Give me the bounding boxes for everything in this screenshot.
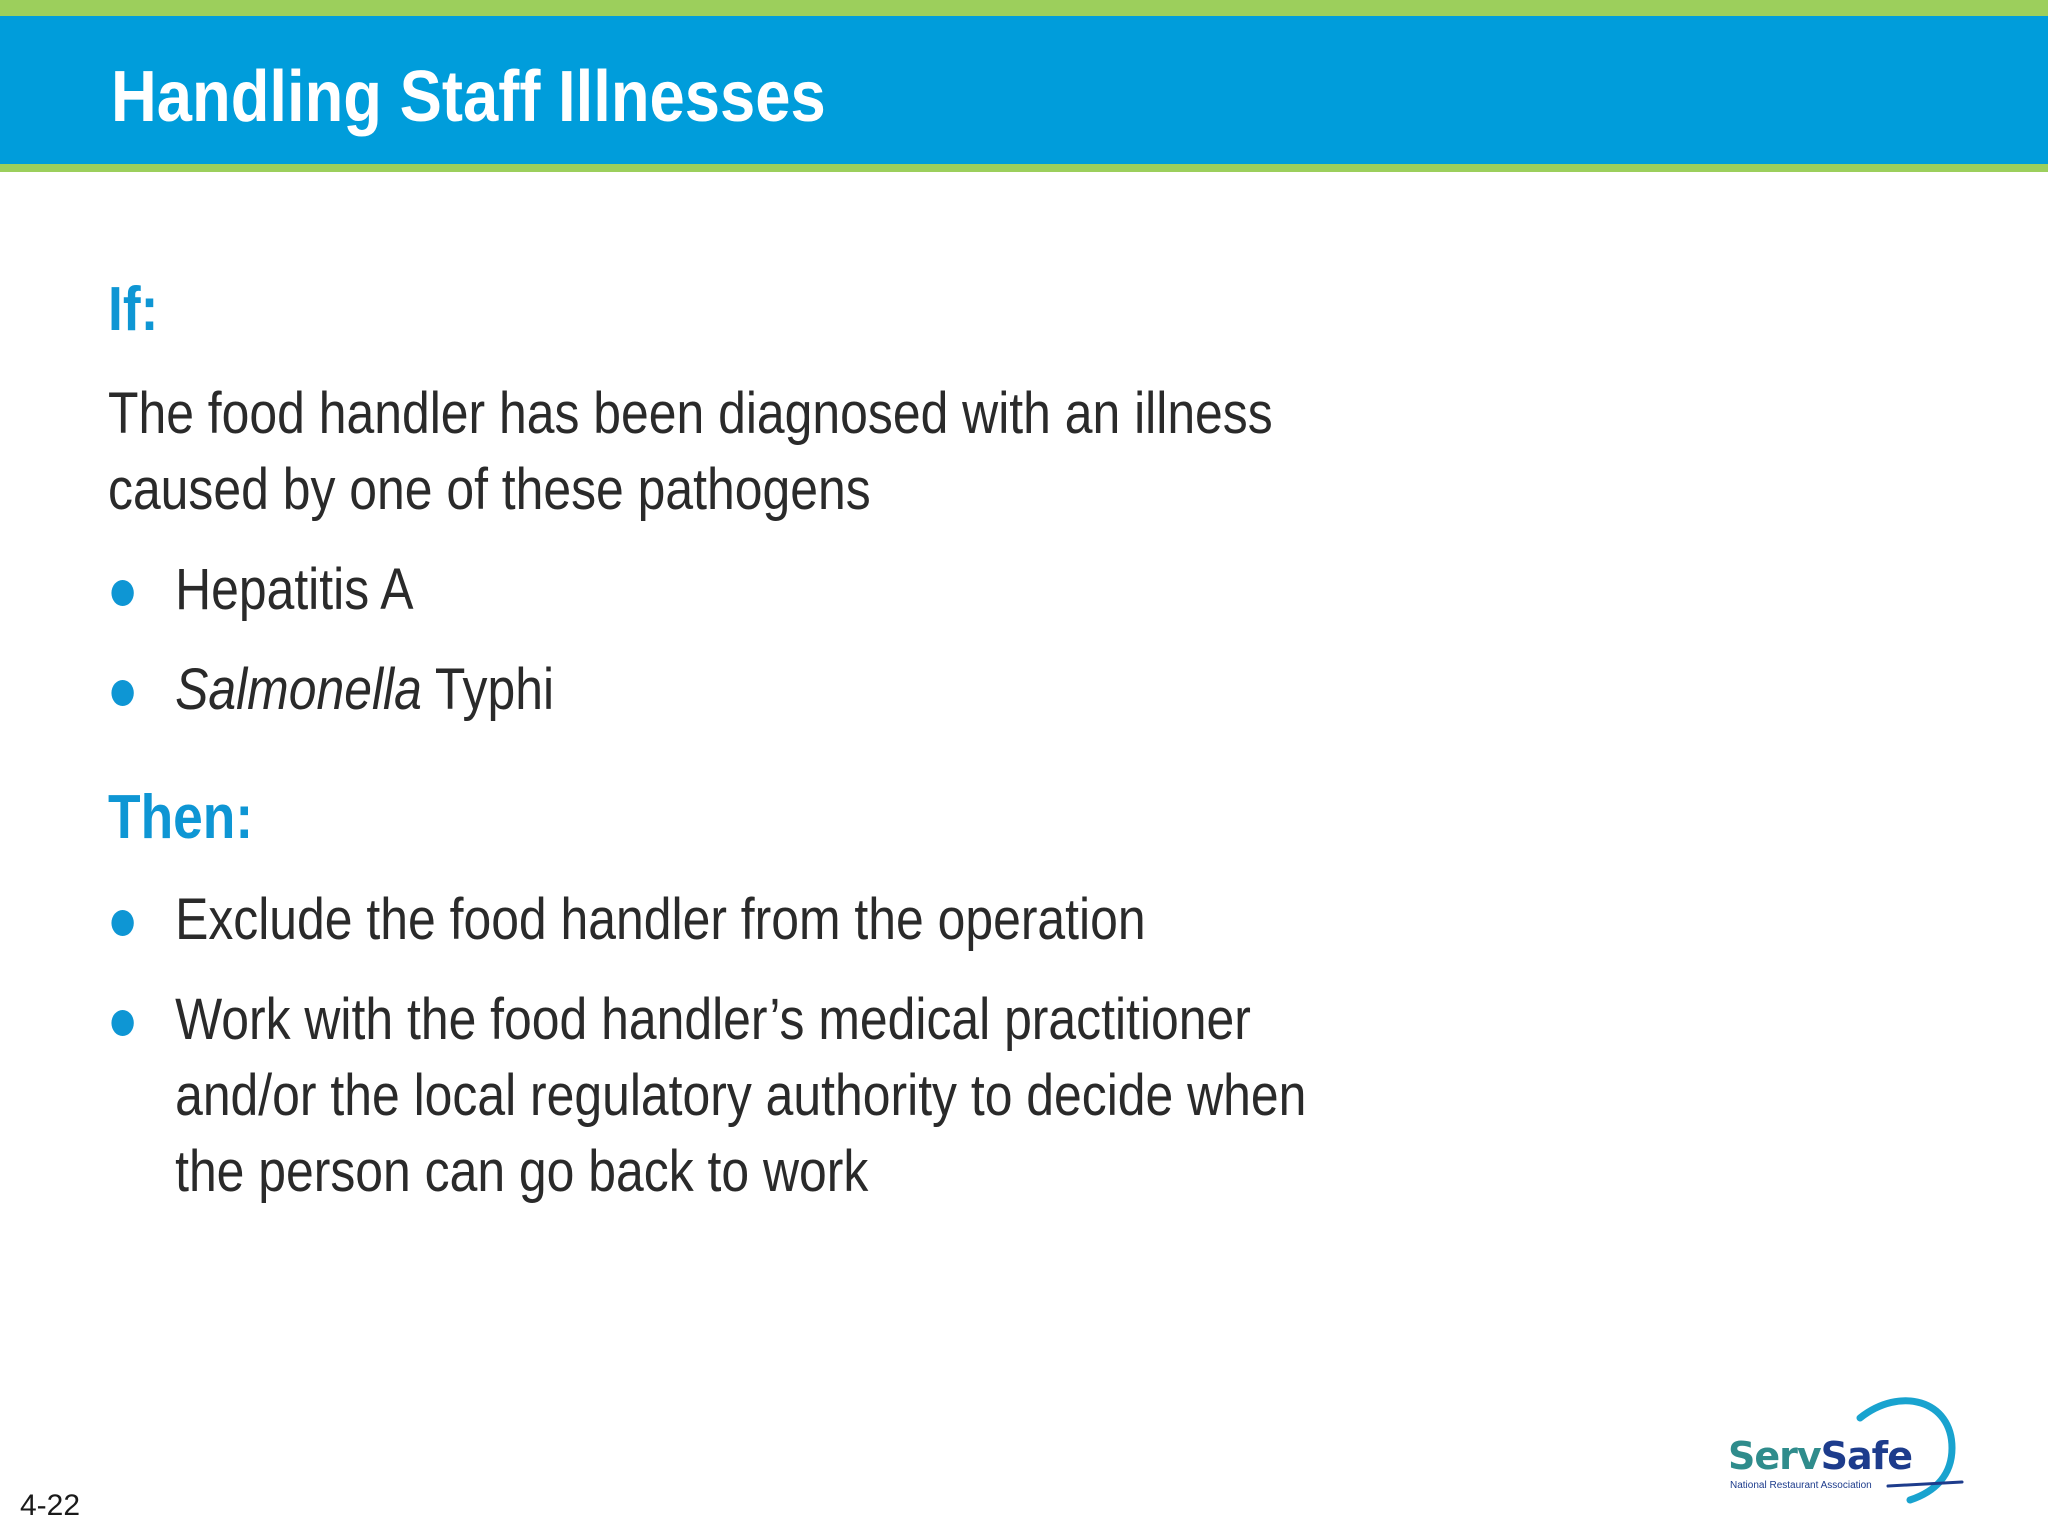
pathogen-text: Typhi	[421, 657, 555, 722]
logo-word-safe: Safe	[1820, 1434, 1912, 1478]
title-underline-stripe	[0, 164, 2048, 172]
logo-word-serv: Serv	[1728, 1434, 1821, 1478]
top-accent-stripe	[0, 0, 2048, 16]
pathogen-text: Hepatitis A	[175, 557, 414, 622]
slide-title: Handling Staff Illnesses	[111, 57, 826, 137]
bullet-icon	[111, 580, 133, 606]
if-condition-text: The food handler has been diagnosed with an illness caused by one of these pathogens	[108, 381, 1273, 522]
logo-subtitle: National Restaurant Association	[1730, 1480, 1872, 1491]
pathogen-item-hepatitis-a	[108, 552, 1355, 628]
then-heading: Then:	[108, 783, 254, 852]
bullet-icon	[111, 910, 133, 936]
page-number: 4-22	[20, 1489, 81, 1522]
bullet-icon	[111, 680, 133, 706]
pathogen-italic-part: Salmonella	[175, 657, 422, 722]
logo-wordmark	[1728, 1434, 1912, 1478]
action-text: Exclude the food handler from the operation	[175, 887, 1146, 952]
bullet-icon	[111, 1010, 133, 1036]
action-list	[108, 882, 1355, 1210]
if-heading: If:	[108, 275, 159, 344]
pathogen-item-salmonella-typhi	[108, 652, 1355, 728]
servsafe-logo	[1720, 1392, 1980, 1512]
action-item-work-with-practitioner	[108, 982, 1355, 1210]
slide-content	[108, 270, 1355, 1210]
pathogen-list	[108, 552, 1355, 728]
action-text: Work with the food handler’s medical practitioner and/or the local regulatory authority to decide when the person can go back to work	[175, 987, 1307, 1204]
action-item-exclude	[108, 882, 1355, 958]
